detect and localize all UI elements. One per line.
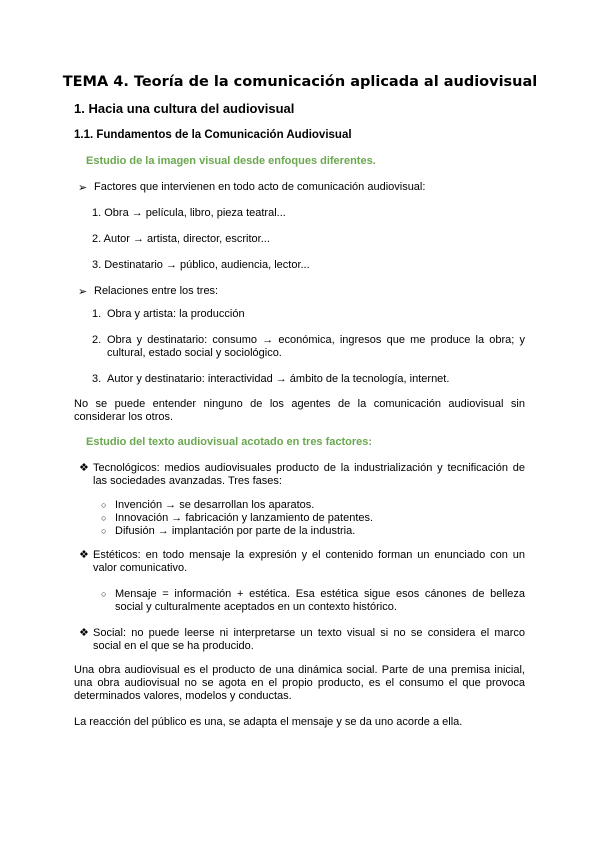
list-item-continuation: cultural, estado social y sociológico.	[107, 347, 282, 359]
factors-intro: Factores que intervienen en todo acto de comunicación audiovisual:	[94, 181, 426, 193]
factor-tecnologicos: Tecnológicos: medios audiovisuales producto de la industrialización y tecnificación de	[93, 462, 525, 474]
list-item: Autor y destinatario: interactividad → ámbito de la tecnología, internet.	[107, 373, 450, 385]
list-item: Innovación → fabricación y lanzamiento de patentes.	[115, 512, 374, 524]
paragraph-line: No se puede entender ninguno de los agentes de la comunicación audiovisual sin	[74, 398, 525, 410]
relations-intro: Relaciones entre los tres:	[94, 285, 219, 297]
circle-bullet-icon: ○	[101, 500, 107, 510]
section-heading: 1. Hacia una cultura del audiovisual	[74, 101, 295, 116]
arrow-bullet-icon: ➢	[78, 286, 88, 298]
highlight-heading: Estudio del texto audiovisual acotado en tres factores:	[86, 436, 373, 448]
list-item: Obra y destinatario: consumo → económica, ingresos que me produce la obra; y	[107, 334, 525, 346]
circle-bullet-icon: ○	[101, 526, 107, 536]
arrow-bullet-icon: ➢	[78, 182, 88, 194]
highlight-heading: Estudio de la imagen visual desde enfoques diferentes.	[86, 155, 376, 167]
list-number: 1.	[92, 308, 102, 320]
diamond-bullet-icon: ❖	[79, 627, 89, 639]
paragraph-line: Una obra audiovisual es el producto de una dinámica social. Parte de una premisa inicial,	[74, 664, 525, 676]
factor-tecnologicos-cont: las sociedades avanzadas. Tres fases:	[93, 475, 282, 487]
page-title: TEMA 4. Teoría de la comunicación aplicada al audiovisual	[62, 74, 538, 90]
diamond-bullet-icon: ❖	[79, 549, 89, 561]
factor-esteticos-cont: valor comunicativo.	[93, 562, 188, 574]
list-number: 3.	[92, 373, 102, 385]
list-item: Obra y artista: la producción	[107, 308, 245, 320]
list-item: Difusión → implantación por parte de la industria.	[115, 525, 356, 537]
factor-esteticos: Estéticos: en todo mensaje la expresión y el contenido forman un enunciado con un	[93, 549, 525, 561]
list-item: Invención → se desarrollan los aparatos.	[115, 499, 315, 511]
circle-bullet-icon: ○	[101, 513, 107, 523]
list-number: 2.	[92, 334, 102, 346]
factor-social-cont: social en el que se ha producido.	[93, 640, 254, 652]
list-item: 3. Destinatario → público, audiencia, lector...	[92, 259, 310, 271]
factor-social: Social: no puede leerse ni interpretarse un texto visual si no se considera el marco	[93, 627, 525, 639]
paragraph-line: La reacción del público es una, se adapta el mensaje y se da uno acorde a ella.	[74, 716, 463, 728]
list-item-continuation: social y culturalmente aceptados en un contexto histórico.	[115, 601, 397, 613]
paragraph-line: una obra audiovisual no se agota en el propio producto, es el consumo el que provoca	[74, 677, 525, 689]
list-item: 2. Autor → artista, director, escritor...	[92, 233, 270, 245]
paragraph-line: determinados valores, modelos y conductas.	[74, 690, 292, 702]
list-item: 1. Obra → película, libro, pieza teatral...	[92, 207, 286, 219]
circle-bullet-icon: ○	[101, 589, 107, 599]
paragraph-line: considerar los otros.	[74, 411, 174, 423]
diamond-bullet-icon: ❖	[79, 462, 89, 474]
subsection-heading: 1.1. Fundamentos de la Comunicación Audiovisual	[74, 129, 352, 141]
list-item: Mensaje = información + estética. Esa estética sigue esos cánones de belleza	[115, 588, 525, 600]
